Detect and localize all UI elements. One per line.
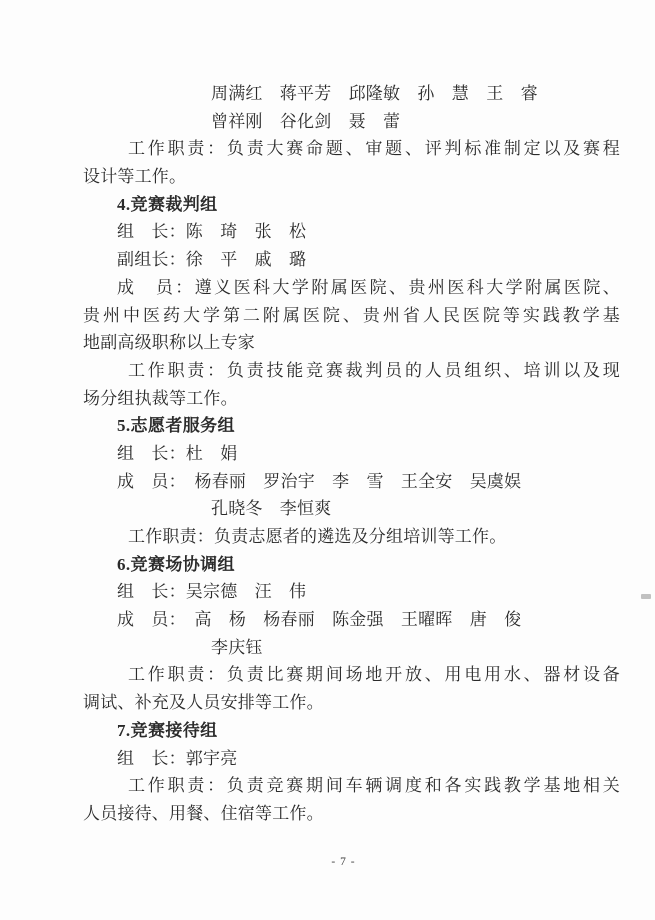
- roster-leader-line: 组 长：郭宇亮: [117, 748, 238, 768]
- duty-paragraph-line: 人员接待、用餐、住宿等工作。: [83, 803, 324, 823]
- duty-paragraph-line: 工作职责：负责技能竞赛裁判员的人员组织、培训以及现: [128, 360, 620, 380]
- members-continuation-line: 周满红 蒋平芳 邱隆敏 孙 慧 王 睿: [211, 84, 538, 103]
- duty-paragraph-line: 工作职责：负责志愿者的遴选及分组培训等工作。: [128, 527, 507, 546]
- members-continuation-line: 曾祥刚 谷化剑 聂 蕾: [211, 111, 401, 131]
- roster-members-line: 成 员： 杨春丽 罗治宇 李 雪 王全安 吴虞娱: [117, 471, 522, 491]
- duty-paragraph-line: 设计等工作。: [83, 167, 187, 187]
- roster-leader-line: 组 长：杜 娟: [117, 443, 238, 463]
- duty-paragraph-line: 工作职责：负责大赛命题、审题、评判标准制定以及赛程: [128, 139, 620, 159]
- section-heading-reception-group: 7.竞赛接待组: [117, 720, 218, 740]
- document-body: [83, 80, 620, 828]
- section-heading-judging-group: 4.竞赛裁判组: [117, 194, 218, 214]
- roster-members-line: 贵州中医药大学第二附属医院、贵州省人民医院等实践教学基: [83, 305, 620, 325]
- duty-paragraph-line: 调试、补充及人员安排等工作。: [83, 693, 324, 713]
- members-continuation-line: 李庆钰: [211, 637, 263, 657]
- scan-artifact-mark: [641, 594, 651, 599]
- duty-paragraph-line: 场分组执裁等工作。: [83, 388, 238, 408]
- roster-deputy-leader-line: 副组长：徐 平 戚 璐: [117, 250, 307, 270]
- roster-members-line: 成 员： 高 杨 杨春丽 陈金强 王曜晖 唐 俊: [117, 610, 522, 630]
- duty-paragraph-line: 工作职责：负责比赛期间场地开放、用电用水、器材设备: [128, 665, 620, 685]
- duty-paragraph-line: 工作职责：负责竞赛期间车辆调度和各实践教学基地相关: [128, 776, 620, 796]
- section-heading-venue-group: 6.竞赛场协调组: [117, 554, 235, 574]
- page-number: - 7 -: [331, 856, 356, 868]
- members-continuation-line: 孔晓冬 李恒爽: [211, 499, 332, 519]
- roster-leader-line: 组 长：吴宗德 汪 伟: [117, 582, 307, 602]
- roster-leader-line: 组 长：陈 琦 张 松: [117, 222, 307, 242]
- section-heading-volunteer-group: 5.志愿者服务组: [117, 416, 235, 436]
- roster-members-line: 成 员：遵义医科大学附属医院、贵州医科大学附属医院、: [117, 277, 620, 297]
- roster-members-line: 地副高级职称以上专家: [83, 333, 255, 353]
